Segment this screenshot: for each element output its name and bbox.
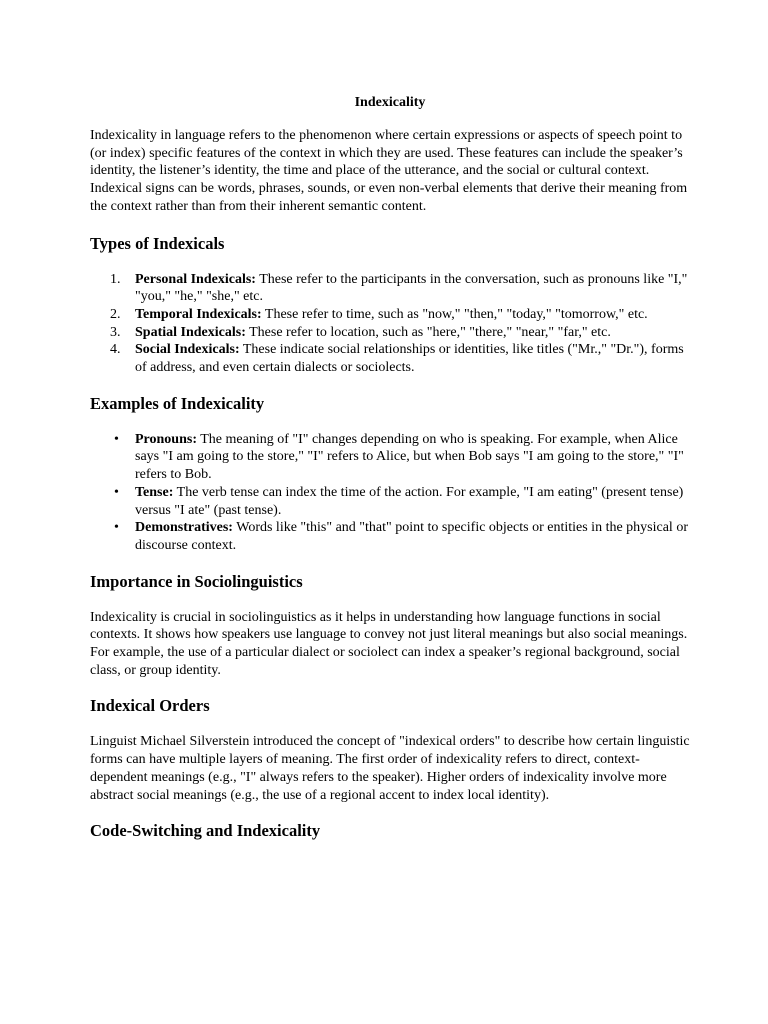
list-term: Temporal Indexicals: <box>135 306 262 322</box>
orders-heading: Indexical Orders <box>90 696 210 716</box>
list-text: The meaning of "I" changes depending on who is speaking. For example, when Alice says "I am going to the store," "I" refers to Alice, but when Bob says "I am going to the store," "I" refers to Bob. <box>135 431 684 483</box>
list-text: The verb tense can index the time of the action. For example, "I am eating" (present tense) versus "I ate" (past tense). <box>135 484 684 518</box>
examples-heading: Examples of Indexicality <box>90 393 265 413</box>
list-item <box>90 306 690 324</box>
list-number: 4. <box>110 342 121 358</box>
list-text: These refer to time, such as "now," "then," "today," "tomorrow," etc. <box>261 306 648 322</box>
types-list <box>90 271 690 377</box>
list-term: Pronouns: <box>135 431 197 447</box>
bullet-icon: • <box>114 520 119 536</box>
examples-list <box>90 431 690 555</box>
bullet-icon: • <box>114 431 119 447</box>
list-number: 3. <box>110 324 121 340</box>
importance-paragraph: Indexicality is crucial in sociolinguistics as it helps in understanding how language functions in social contexts. It shows how speakers use language to convey not just literal meanings but also social meanings. For example, the use of a particular dialect or sociolect can index a speaker’s regional background, social class, or group identity. <box>90 609 688 678</box>
list-item <box>90 271 690 306</box>
document-page <box>90 94 690 841</box>
list-item <box>90 519 690 554</box>
list-term: Tense: <box>135 484 174 500</box>
list-item <box>90 484 690 519</box>
list-item <box>90 341 690 376</box>
list-item <box>90 431 690 484</box>
list-text: Words like "this" and "that" point to specific objects or entities in the physical or discourse context. <box>135 520 688 553</box>
list-term: Spatial Indexicals: <box>135 324 246 340</box>
list-item <box>90 324 690 342</box>
types-heading: Types of Indexicals <box>90 233 225 253</box>
list-text: These refer to the participants in the conversation, such as pronouns like "I," "you," "he," "she," etc. <box>135 271 688 305</box>
list-term: Personal Indexicals: <box>135 271 256 287</box>
list-number: 1. <box>110 271 121 287</box>
code-switching-heading: Code-Switching and Indexicality <box>90 821 321 841</box>
list-text: These indicate social relationships or identities, like titles ("Mr.," "Dr."), forms of address, and even certain dialects or sociolects. <box>135 342 684 376</box>
bullet-icon: • <box>114 484 119 500</box>
list-term: Social Indexicals: <box>135 342 240 358</box>
importance-heading: Importance in Sociolinguistics <box>90 571 303 591</box>
document-title: Indexicality <box>354 95 426 110</box>
list-text: These refer to location, such as "here," "there," "near," "far," etc. <box>245 324 611 340</box>
list-term: Demonstratives: <box>135 520 233 536</box>
orders-paragraph: Linguist Michael Silverstein introduced the concept of "indexical orders" to describe how certain linguistic forms can have multiple layers of meaning. The first order of indexicality refers to direct, context-dependent meanings (e.g., "I" always refers to the speaker). Higher orders of indexicality involve more abstract social meanings (e.g., the use of a regional accent to index local identity). <box>90 734 690 803</box>
intro-paragraph: Indexicality in language refers to the phenomenon where certain expressions or aspects of speech point to (or index) specific features of the context in which they are used. These features can include the speaker’s identity, the listener’s identity, the time and place of the utterance, and the social or cultural context. Indexical signs can be words, phrases, sounds, or even non-verbal elements that derive their meaning from the context rather than from their inherent semantic content. <box>90 128 688 214</box>
list-number: 2. <box>110 306 121 322</box>
